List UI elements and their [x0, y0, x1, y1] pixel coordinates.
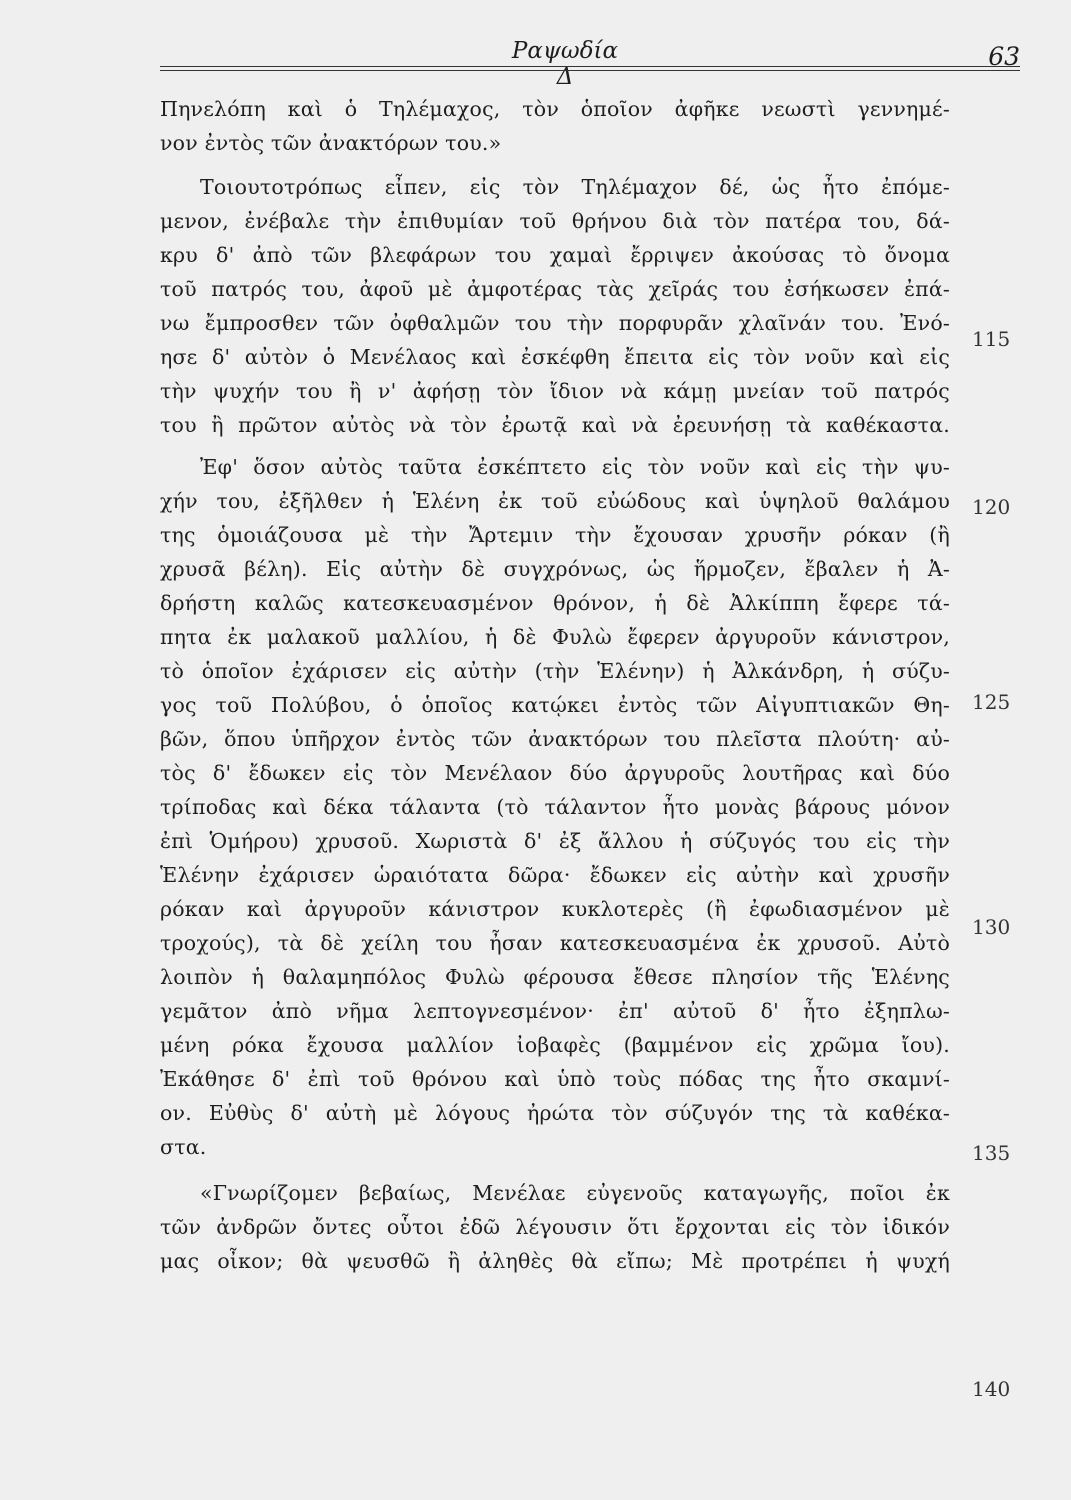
text-line: ρόκαν καὶ ἀργυροῦν κάνιστρον κυκλοτερὲς (ἢ ἐφωδιασμένον μὲ: [160, 897, 950, 921]
text-line: βῶν, ὅπου ὑπῆρχον ἐντὸς τῶν ἀνακτόρων του πλεῖστα πλούτη· αὐ-: [160, 727, 950, 751]
page-header: [160, 38, 1020, 90]
text-line: χρυσᾶ βέλη). Εἰς αὐτὴν δὲ συγχρόνως, ὡς ἥρμοζεν, ἔβαλεν ἡ Ἀ-: [160, 557, 950, 581]
text-line: Τοιουτοτρόπως εἶπεν, εἰς τὸν Τηλέμαχον δέ, ὡς ἦτο ἐπόμε-: [200, 175, 950, 199]
line-number: 115: [972, 327, 1011, 351]
text-line: μας οἶκον; θὰ ψευσθῶ ἢ ἀληθὲς θὰ εἴπω; Μὲ προτρέπει ἡ ψυχή: [160, 1249, 950, 1273]
text-line: του ἢ πρῶτον αὐτὸς νὰ τὸν ἐρωτᾷ καὶ νὰ ἐρευνήσῃ τὰ καθέκαστα.: [160, 413, 950, 437]
text-line: χήν του, ἐξῆλθεν ἡ Ἑλένη ἐκ τοῦ εὐώδους καὶ ὑψηλοῦ θαλάμου: [160, 489, 950, 513]
text-line: τὴν ψυχήν του ἢ ν' ἀφήσῃ τὸν ἴδιον νὰ κάμῃ μνείαν τοῦ πατρός: [160, 379, 950, 403]
text-line: τοῦ πατρός του, ἀφοῦ μὲ ἀμφοτέρας τὰς χεῖράς του ἐσήκωσεν ἐπά-: [160, 277, 950, 301]
text-line: ἐπὶ Ὁμήρου) χρυσοῦ. Χωριστὰ δ' ἐξ ἄλλου ἡ σύζυγός του εἰς τὴν: [160, 829, 950, 853]
text-line: νω ἔμπροσθεν τῶν ὀφθαλμῶν του τὴν πορφυρᾶν χλαῖνάν του. Ἐνό-: [160, 311, 950, 335]
line-number: 120: [972, 495, 1011, 519]
text-line: δρήστη καλῶς κατεσκευασμένον θρόνον, ἡ δὲ Ἀλκίππη ἔφερε τά-: [160, 591, 950, 615]
text-line: νον ἐντὸς τῶν ἀνακτόρων του.»: [160, 131, 502, 155]
text-line: τὸ ὁποῖον ἐχάρισεν εἰς αὐτὴν (τὴν Ἑλένην) ἡ Ἀλκάνδρη, ἡ σύζυ-: [160, 659, 950, 683]
header-rule: [160, 66, 1020, 67]
page-number: 63: [988, 42, 1020, 71]
text-line: τροχούς), τὰ δὲ χείλη του ἦσαν κατεσκευασμένα ἐκ χρυσοῦ. Αὐτὸ: [160, 931, 950, 955]
text-line: Ἐφ' ὅσον αὐτὸς ταῦτα ἐσκέπτετο εἰς τὸν νοῦν καὶ εἰς τὴν ψυ-: [200, 455, 950, 479]
text-line: μενον, ἐνέβαλε τὴν ἐπιθυμίαν τοῦ θρήνου διὰ τὸν πατέρα του, δά-: [160, 209, 950, 233]
text-line: στα.: [160, 1135, 207, 1159]
text-line: γεμᾶτον ἀπὸ νῆμα λεπτογνεσμένον· ἐπ' αὐτοῦ δ' ἦτο ἐξηπλω-: [160, 999, 950, 1023]
text-line: ον. Εὐθὺς δ' αὐτὴ μὲ λόγους ἠρώτα τὸν σύζυγόν της τὰ καθέκα-: [160, 1101, 950, 1125]
text-line: Πηνελόπη καὶ ὁ Τηλέμαχος, τὸν ὁποῖον ἀφῆκε νεωστὶ γεννημέ-: [160, 97, 950, 121]
text-line: γος τοῦ Πολύβου, ὁ ὁποῖος κατῴκει ἐντὸς τῶν Αἰγυπτιακῶν Θη-: [160, 693, 950, 717]
text-line: Ἐκάθησε δ' ἐπὶ τοῦ θρόνου καὶ ὑπὸ τοὺς πόδας της ἦτο σκαμνί-: [160, 1067, 950, 1091]
text-line: ησε δ' αὐτὸν ὁ Μενέλαος καὶ ἐσκέφθη ἔπειτα εἰς τὸν νοῦν καὶ εἰς: [160, 345, 950, 369]
text-line: της ὁμοιάζουσα μὲ τὴν Ἄρτεμιν τὴν ἔχουσαν χρυσῆν ρόκαν (ἢ: [160, 523, 950, 547]
line-number: 125: [972, 690, 1011, 714]
running-title: Ραψωδία Δ: [511, 38, 619, 90]
text-line: Ἑλένην ἐχάρισεν ὡραιότατα δῶρα· ἔδωκεν εἰς αὐτὴν καὶ χρυσῆν: [160, 863, 950, 887]
text-line: τὸς δ' ἔδωκεν εἰς τὸν Μενέλαον δύο ἀργυροῦς λουτῆρας καὶ δύο: [160, 761, 950, 785]
text-line: μένη ρόκα ἔχουσα μαλλίον ἰοβαφὲς (βαμμένον εἰς χρῶμα ἴου).: [160, 1033, 950, 1057]
header-rule: [160, 70, 1020, 71]
text-line: τῶν ἀνδρῶν ὄντες οὗτοι ἐδῶ λέγουσιν ὅτι ἔρχονται εἰς τὸν ἰδικόν: [160, 1215, 950, 1239]
line-number: 135: [972, 1141, 1011, 1165]
line-number: 140: [972, 1377, 1011, 1401]
text-line: «Γνωρίζομεν βεβαίως, Μενέλαε εὐγενοῦς καταγωγῆς, ποῖοι ἐκ: [200, 1181, 950, 1205]
line-number: 130: [972, 915, 1011, 939]
text-line: κρυ δ' ἀπὸ τῶν βλεφάρων του χαμαὶ ἔρριψεν ἀκούσας τὸ ὄνομα: [160, 243, 950, 267]
text-line: τρίποδας καὶ δέκα τάλαντα (τὸ τάλαντον ἦτο μονὰς βάρους μόνον: [160, 795, 950, 819]
text-line: λοιπὸν ἡ θαλαμηπόλος Φυλὼ φέρουσα ἔθεσε πλησίον τῆς Ἑλένης: [160, 965, 950, 989]
text-line: πητα ἐκ μαλακοῦ μαλλίου, ἡ δὲ Φυλὼ ἔφερεν ἀργυροῦν κάνιστρον,: [160, 625, 950, 649]
